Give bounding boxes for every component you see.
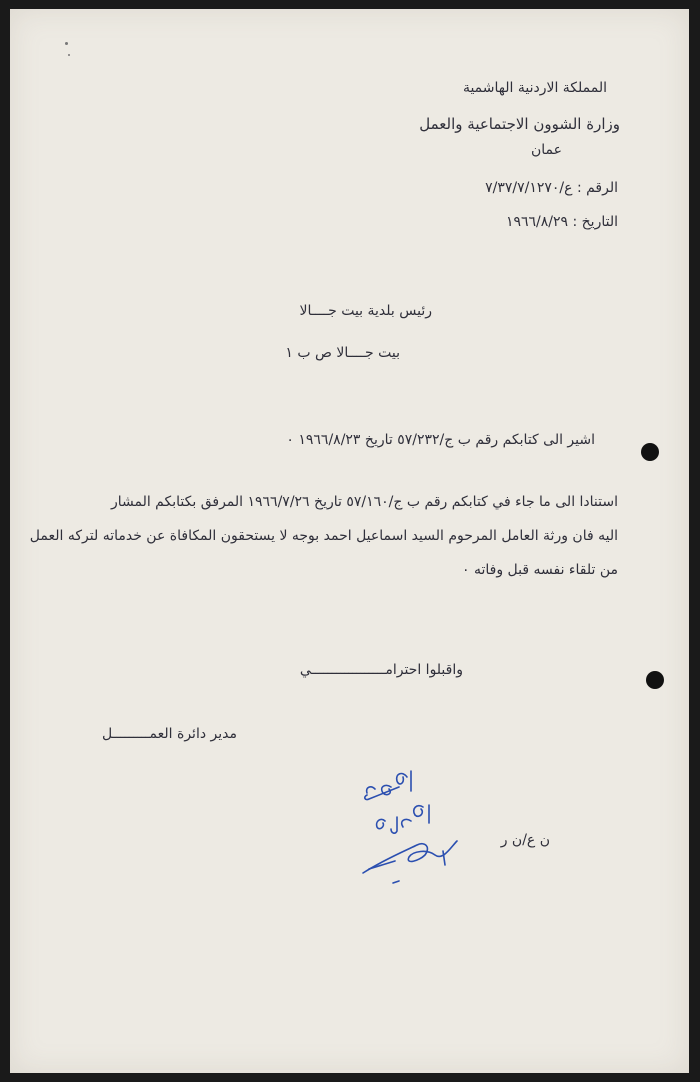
footer-initials: ن ع/ن ر bbox=[500, 832, 550, 848]
reference-date: التاريخ : ١٩٦٦/٨/٢٩ bbox=[505, 214, 618, 230]
paper-speck bbox=[65, 42, 68, 45]
paper-speck bbox=[68, 54, 70, 56]
punch-hole bbox=[646, 671, 664, 689]
ministry-name: وزارة الشوون الاجتماعية والعمل bbox=[419, 115, 620, 133]
handwritten-signature bbox=[355, 765, 475, 890]
signatory-title: مدير دائرة العمـــــــــل bbox=[102, 726, 237, 742]
punch-hole bbox=[641, 443, 659, 461]
recipient-address: بيت جــــالا ص ب ١ bbox=[285, 345, 400, 361]
body-paragraph-line-2: اليه فان ورثة العامل المرحوم السيد اسماعيل احمد بوجه لا يستحقون المكافاة عن خدماته لتركه العمل bbox=[29, 528, 618, 544]
kingdom-name: المملكة الاردنية الهاشمية bbox=[462, 80, 607, 96]
closing-regards: واقبلوا احترامــــــــــــــــــي bbox=[299, 662, 463, 678]
recipient-title: رئيس بلدية بيت جــــالا bbox=[299, 303, 432, 319]
body-paragraph-line-3: من تلقاء نفسه قبل وفاته ٠ bbox=[461, 562, 618, 578]
body-paragraph-line-1: استنادا الى ما جاء في كتابكم رقم ب ج/٥٧/١٦٠ تاريخ ١٩٦٦/٧/٢٦ المرفق بكتابكم المشار bbox=[110, 494, 618, 510]
city-name: عمان bbox=[531, 142, 562, 158]
body-reference-line: اشير الى كتابكم رقم ب ج/٥٧/٢٣٢ تاريخ ١٩٦٦/٨/٢٣ ٠ bbox=[286, 432, 595, 448]
reference-number: الرقم : ع/٧/٣٧/٧/١٢٧٠ bbox=[485, 180, 618, 196]
